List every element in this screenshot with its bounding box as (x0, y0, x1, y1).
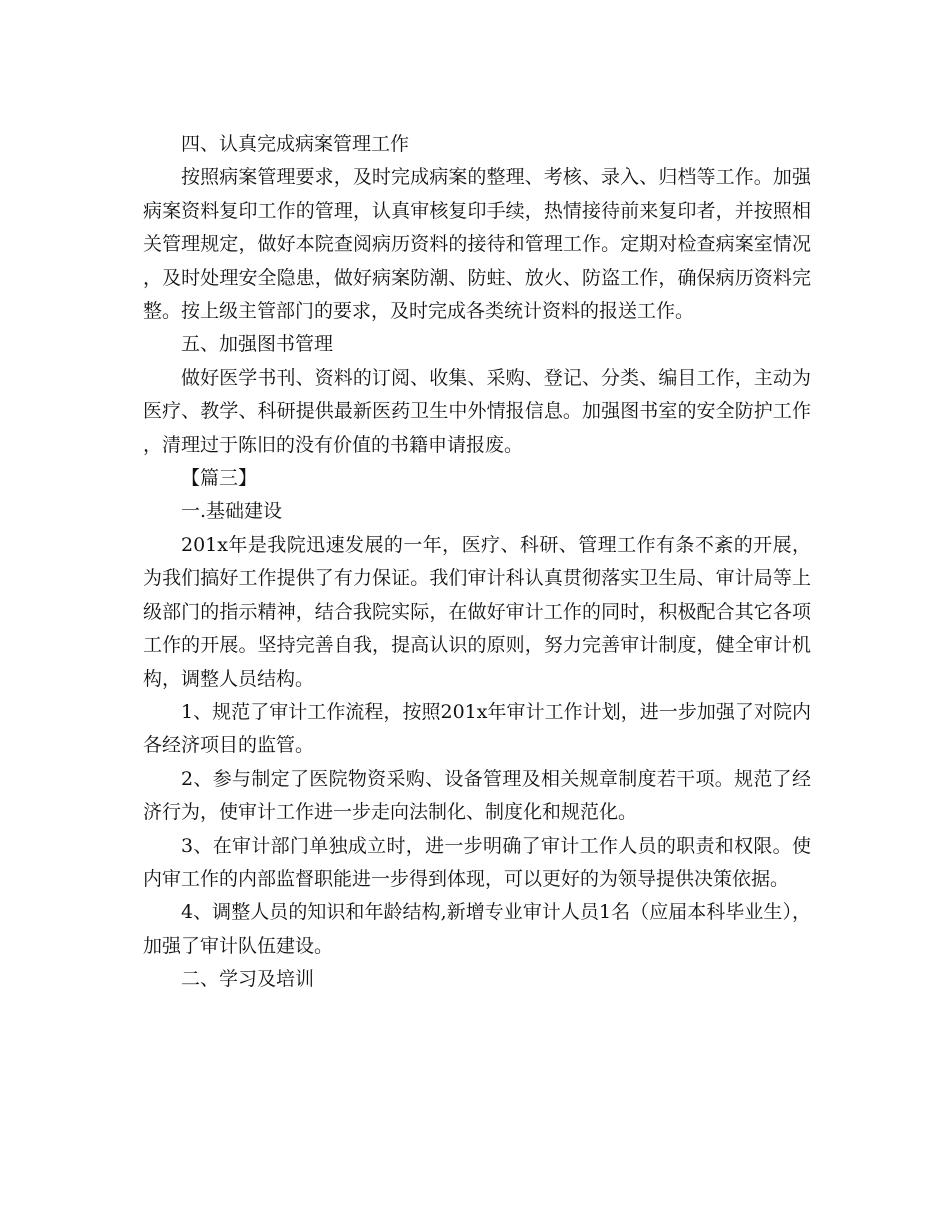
paragraph-medical-records: 按照病案管理要求，及时完成病案的整理、考核、录入、归档等工作。加强病案资料复印工作的管理，认真审核复印手续，热情接待前来复印者，并按照相关管理规定，做好本院查阅病历资料的接待和管理工作。定期对检查病案室情况，及时处理安全隐患，做好病案防潮、防蛀、放火、防盗工作，确保病历资料完整。按上级主管部门的要求，及时完成各类统计资料的报送工作。 (143, 166, 811, 323)
part-heading-three: 【篇三】 (181, 467, 258, 490)
list-item-1: 1、规范了审计工作流程，按照201x年审计工作计划，进一步加强了对院内各经济项目的监管。 (143, 700, 811, 757)
section-heading-training: 二、学习及培训 (181, 968, 315, 991)
paragraph-infrastructure: 201x年是我院迅速发展的一年，医疗、科研、管理工作有条不紊的开展，为我们搞好工作提供了有力保证。我们审计科认真贯彻落实卫生局、审计局等上级部门的指示精神，结合我院实际，在做好审计工作的同时，积极配合其它各项工作的开展。坚持完善自我，提高认识的原则，努力完善审计制度，健全审计机构，调整人员结构。 (143, 533, 811, 690)
document-body (143, 128, 811, 997)
list-item-4: 4、调整人员的知识和年龄结构,新增专业审计人员1名（应届本科毕业生），加强了审计队伍建设。 (143, 901, 811, 957)
section-heading-library: 五、加强图书管理 (181, 333, 334, 356)
list-item-3: 3、在审计部门单独成立时，进一步明确了审计工作人员的职责和权限。使内审工作的内部监督职能进一步得到体现，可以更好的为领导提供决策依据。 (143, 834, 811, 890)
section-heading-medical-records: 四、认真完成病案管理工作 (181, 133, 410, 155)
paragraph-library: 做好医学书刊、资料的订阅、收集、采购、登记、分类、编目工作，主动为医疗、教学、科研提供最新医药卫生中外情报信息。加强图书室的安全防护工作，清理过于陈旧的没有价值的书籍申请报废。 (143, 366, 811, 456)
list-item-2: 2、参与制定了医院物资采购、设备管理及相关规章制度若干项。规范了经济行为，使审计工作进一步走向法制化、制度化和规范化。 (143, 767, 811, 824)
section-heading-infrastructure: 一.基础建设 (181, 500, 283, 523)
